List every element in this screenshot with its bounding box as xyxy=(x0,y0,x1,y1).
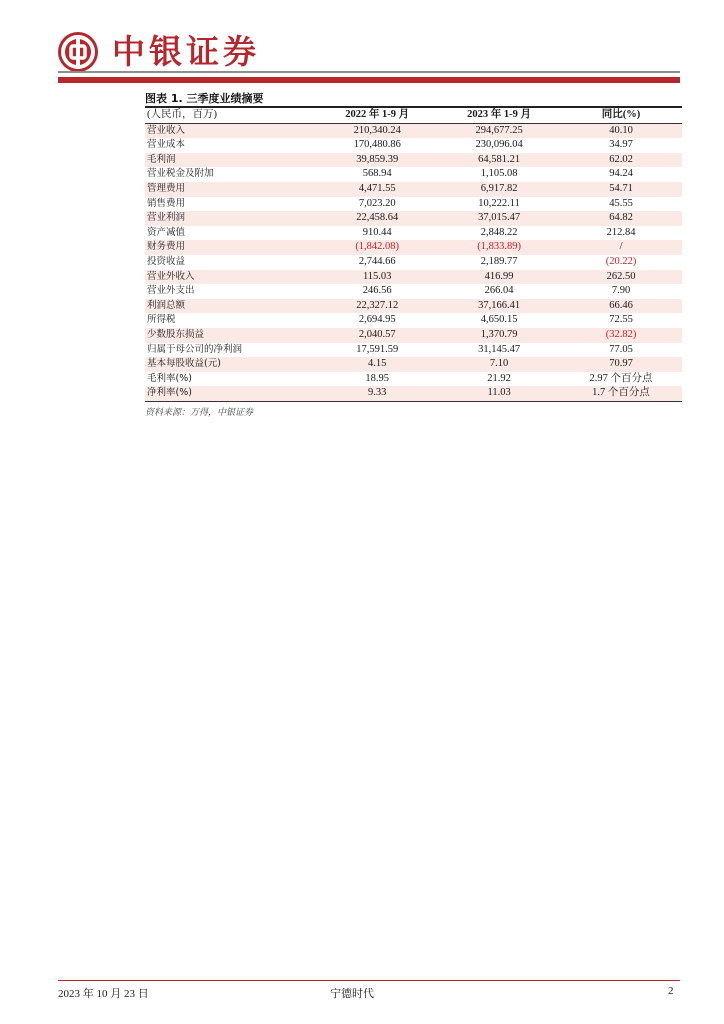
table-row xyxy=(145,299,682,314)
value-2023: 2,848.22 xyxy=(480,226,518,238)
value-yoy: 45.55 xyxy=(609,197,633,209)
row-label: 利润总额 xyxy=(147,299,186,311)
value-yoy: 62.02 xyxy=(609,153,633,165)
table-row xyxy=(145,284,682,299)
value-2022: 2,744.66 xyxy=(358,255,396,267)
table-header-row xyxy=(145,108,682,123)
column-header-unit: (人民币，百万) xyxy=(147,109,217,120)
value-yoy: 54.71 xyxy=(609,182,633,194)
value-2022: 7,023.20 xyxy=(358,197,396,209)
value-2022: 2,040.57 xyxy=(358,328,396,340)
value-yoy: 64.82 xyxy=(609,212,633,224)
table-row xyxy=(145,167,682,182)
value-2022: 210,340.24 xyxy=(353,124,401,136)
table-row xyxy=(145,211,682,226)
value-2023: 37,015.47 xyxy=(478,212,521,224)
value-yoy: 94.24 xyxy=(609,168,633,180)
value-yoy: 1.7 个百分点 xyxy=(592,387,650,399)
value-yoy: 77.05 xyxy=(609,343,633,355)
table-row xyxy=(145,182,682,197)
value-2023: 7.10 xyxy=(489,358,509,370)
row-label: 净利率(%) xyxy=(147,387,192,399)
table-row xyxy=(145,270,682,285)
row-label: 营业成本 xyxy=(147,139,186,151)
value-2023: 416.99 xyxy=(484,270,514,282)
row-label: 财务费用 xyxy=(147,241,186,253)
value-2023: 31,145.47 xyxy=(478,343,521,355)
row-label: 归属于母公司的净利润 xyxy=(147,343,243,355)
value-yoy: (32.82) xyxy=(605,328,637,340)
table-row xyxy=(145,240,682,255)
row-label: 营业税金及附加 xyxy=(147,168,214,180)
value-2022: (1,842.08) xyxy=(355,241,400,253)
table-row xyxy=(145,372,682,387)
brand-name: 中银证券 xyxy=(112,32,260,71)
value-2022: 115.03 xyxy=(362,270,392,282)
header-divider-red xyxy=(58,77,680,83)
value-2022: 4.15 xyxy=(368,358,387,370)
report-date: 2023 年 10 月 23 日 xyxy=(58,988,149,1000)
value-2023: 1,105.08 xyxy=(480,168,518,180)
value-2023: 230,096.04 xyxy=(475,139,523,151)
row-label: 营业收入 xyxy=(147,124,186,136)
value-2022: 9.33 xyxy=(368,387,387,399)
value-2022: 246.56 xyxy=(362,285,392,297)
value-2022: 170,480.86 xyxy=(353,139,401,151)
table-row xyxy=(145,138,682,153)
value-2022: 2,694.95 xyxy=(358,314,396,326)
table-row xyxy=(145,153,682,168)
value-2023: 37,166.41 xyxy=(478,299,521,311)
value-2023: (1,833.89) xyxy=(477,241,521,253)
value-yoy: 66.46 xyxy=(609,299,633,311)
value-yoy: 7.90 xyxy=(611,285,631,297)
value-yoy: 70.97 xyxy=(609,358,633,370)
row-label: 少数股东损益 xyxy=(147,328,205,340)
company-name: 宁德时代 xyxy=(330,987,374,1000)
row-label: 营业利润 xyxy=(147,212,186,224)
bank-of-china-logo-icon xyxy=(58,32,98,72)
value-yoy: 212.84 xyxy=(606,226,636,238)
value-2022: 39,859.39 xyxy=(356,153,399,165)
table-row xyxy=(145,313,682,328)
table-row xyxy=(145,255,682,270)
row-label: 营业外收入 xyxy=(147,270,195,282)
column-header-2023: 2023 年 1-9 月 xyxy=(467,109,532,120)
table-row xyxy=(145,357,682,372)
value-yoy: 2.97 个百分点 xyxy=(589,372,653,384)
value-2023: 10,222.11 xyxy=(478,197,520,209)
value-2023: 2,189.77 xyxy=(480,255,518,267)
value-2022: 910.44 xyxy=(362,226,392,238)
value-2023: 21.92 xyxy=(487,372,511,384)
value-2023: 6,917.82 xyxy=(480,182,518,194)
value-yoy: 40.10 xyxy=(609,124,633,136)
row-label: 所得税 xyxy=(147,314,176,326)
table-row xyxy=(145,197,682,212)
table-row xyxy=(145,123,682,138)
footer-divider xyxy=(58,980,680,981)
column-header-yoy: 同比(%) xyxy=(601,109,641,120)
column-header-2022: 2022 年 1-9 月 xyxy=(345,109,410,120)
value-2022: 568.94 xyxy=(362,168,392,180)
row-label: 毛利润 xyxy=(147,153,176,165)
value-2023: 294,677.25 xyxy=(475,124,523,136)
row-label: 资产减值 xyxy=(147,226,186,238)
value-2022: 22,327.12 xyxy=(356,299,399,311)
value-yoy: (20.22) xyxy=(605,255,637,267)
value-2022: 17,591.59 xyxy=(356,343,399,355)
value-2022: 22,458.64 xyxy=(356,212,399,224)
page-number: 2 xyxy=(668,985,674,997)
row-label: 管理费用 xyxy=(147,182,186,194)
value-yoy: 72.55 xyxy=(609,314,633,326)
value-yoy: 262.50 xyxy=(606,270,636,282)
row-label: 基本每股收益(元) xyxy=(147,358,221,370)
header-divider-thin xyxy=(58,71,680,73)
value-2023: 266.04 xyxy=(484,285,514,297)
row-label: 毛利率(%) xyxy=(147,372,192,384)
data-source-note: 资料来源：万得，中银证券 xyxy=(145,408,254,418)
value-2023: 1,370.79 xyxy=(480,328,518,340)
table-row xyxy=(145,343,682,358)
table-body xyxy=(145,123,682,401)
table-row xyxy=(145,328,682,343)
value-2023: 4,650.15 xyxy=(480,314,518,326)
figure-title: 图表 1. 三季度业绩摘要 xyxy=(145,92,264,105)
row-label: 销售费用 xyxy=(147,197,186,209)
table-row xyxy=(145,226,682,241)
value-2022: 4,471.55 xyxy=(358,182,396,194)
financial-summary-table xyxy=(145,108,682,402)
value-2022: 18.95 xyxy=(365,372,389,384)
table-row xyxy=(145,386,682,401)
value-2023: 64,581.21 xyxy=(478,153,521,165)
value-2023: 11.03 xyxy=(487,387,511,399)
value-yoy: 34.97 xyxy=(609,139,633,151)
row-label: 投资收益 xyxy=(147,255,186,267)
value-yoy: / xyxy=(619,241,623,253)
row-label: 营业外支出 xyxy=(147,285,195,297)
